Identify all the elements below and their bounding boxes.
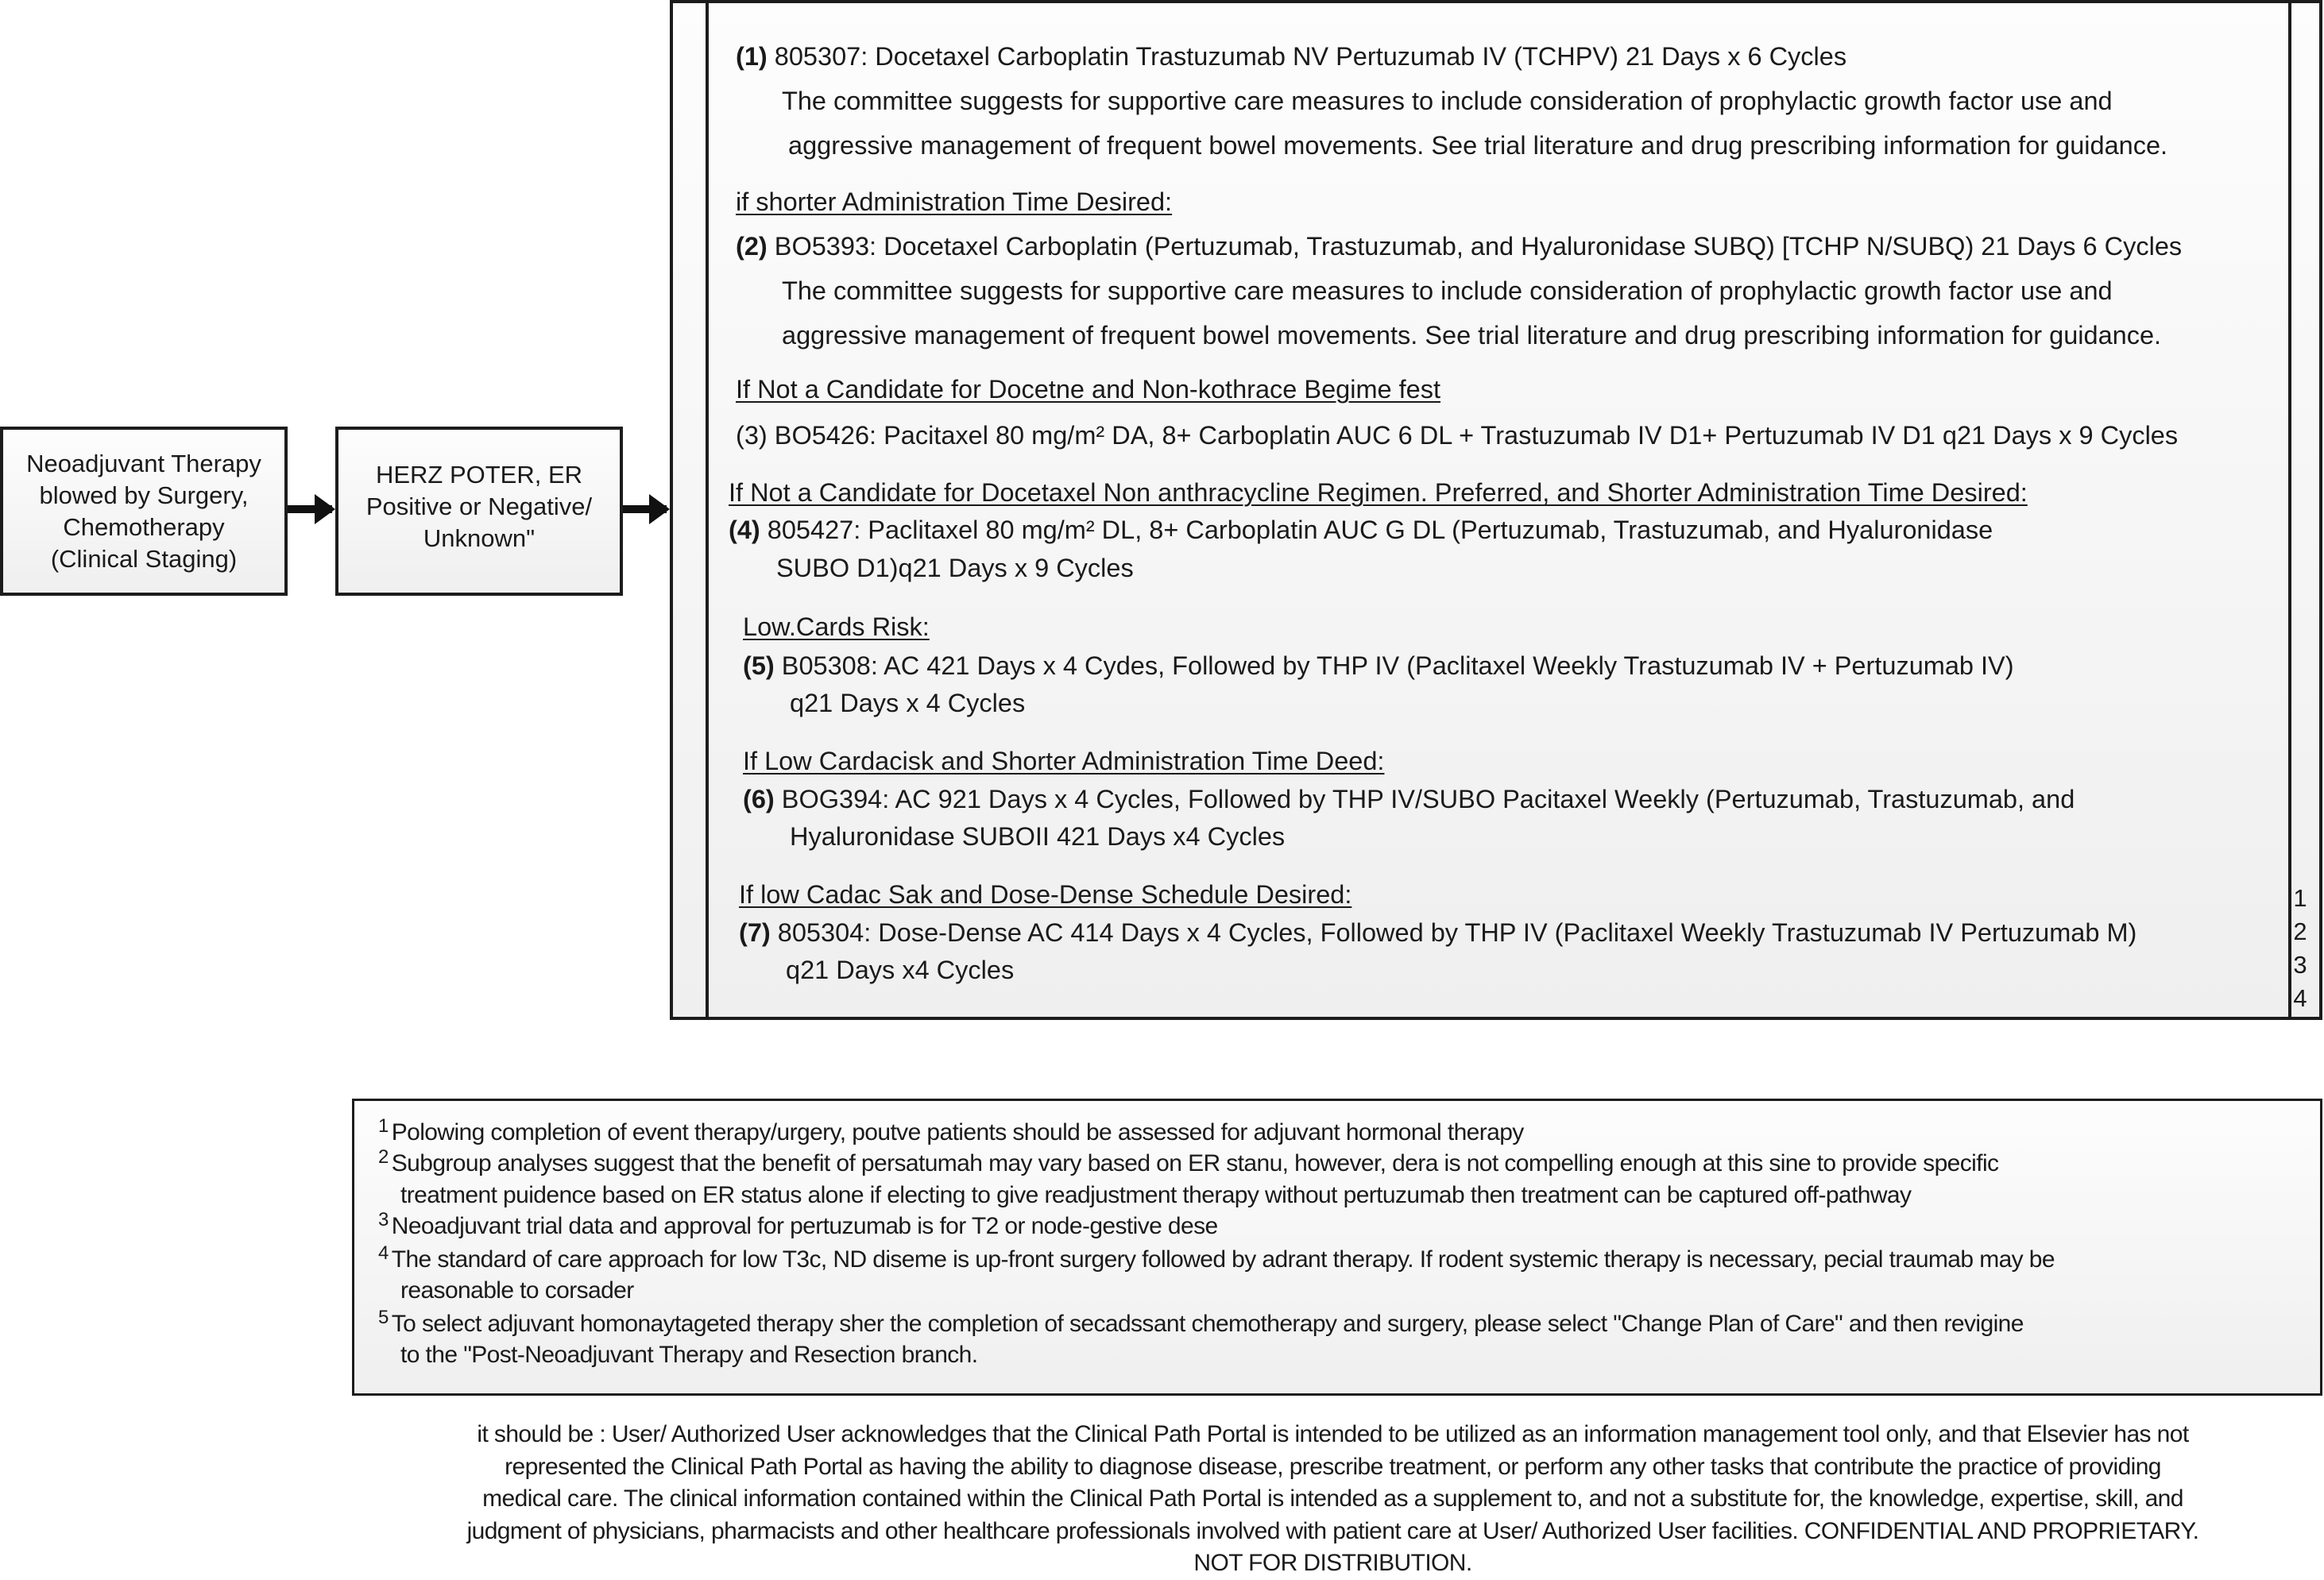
condition-heading: If low Cadac Sak and Dose-Dense Schedule Desired:: [739, 880, 1352, 909]
condition-heading: Low.Cards Risk:: [743, 612, 930, 641]
condition-heading: if shorter Administration Time Desired:: [736, 187, 1173, 216]
regimen-title: BO5393: Docetaxel Carboplatin (Pertuzumab, Trastuzumab, and Hyaluronidase SUBQ) [TCHP N/SUBQ) 21 Days 6 Cycles: [774, 232, 2183, 261]
arrow-right-icon: [623, 505, 667, 513]
footnote-ref[interactable]: 4: [2293, 984, 2307, 1012]
disclaimer-line: judgment of physicians, pharmacists and other healthcare professionals involved with patient care at User/ Authorized User facilities. CONFIDENTIAL AND PROPRIETARY.: [466, 1517, 2199, 1544]
footnote-text: To select adjuvant homonaytageted therapy sher the completion of secadssant chemotherapy and surgery, please select "Change Plan of Care" and then revigine: [391, 1311, 2024, 1337]
node-line: (Clinical Staging): [50, 544, 238, 573]
regimen-number: (3): [736, 421, 768, 450]
footnote-4-cont: reasonable to corsader: [400, 1277, 634, 1304]
regimen-continuation: SUBO D1)q21 Days x 9 Cycles: [776, 554, 1134, 582]
regimen-number: (5): [743, 651, 775, 680]
regimen-item-3[interactable]: [736, 419, 2178, 451]
footnote-number: 5: [378, 1307, 389, 1328]
regimen-number: (2): [736, 232, 768, 261]
flow-node-her2-status: [335, 427, 623, 596]
regimen-continuation: Hyaluronidase SUBOII 421 Days x4 Cycles: [790, 822, 1286, 851]
legal-disclaimer: [342, 1419, 2324, 1580]
footnote-ref[interactable]: 1: [2293, 884, 2307, 912]
footnote-text: Subgroup analyses suggest that the benefit of persatumah may vary based on ER stanu, however, dera is not compelling enough at this sine to provide specific: [391, 1150, 1999, 1176]
footnote-ref[interactable]: 2: [2293, 917, 2307, 945]
footnote-number: 4: [378, 1242, 389, 1264]
regimen-number: (7): [739, 918, 771, 947]
disclaimer-line: medical care. The clinical information contained within the Clinical Path Portal is intended as a supplement to, and not a substitute for, the knowledge, expertise, skill, and: [482, 1485, 2183, 1512]
regimen-item-7[interactable]: [739, 917, 2136, 948]
regimen-note: aggressive management of frequent bowel movements. See trial literature and drug prescribing information for guidance.: [788, 131, 2168, 160]
disclaimer-line: it should be : User/ Authorized User acknowledges that the Clinical Path Portal is intended to be utilized as an information management tool only, and that Elsevier has not: [477, 1421, 2189, 1447]
condition-heading: If Not a Candidate for Docetne and Non-kothrace Begime fest: [736, 375, 1441, 404]
footnote-1: [378, 1115, 1524, 1149]
disclaimer-line: NOT FOR DISTRIBUTION.: [1193, 1550, 1472, 1576]
regimen-item-2[interactable]: [736, 230, 2182, 262]
regimen-note: The committee suggests for supportive care measures to include consideration of prophylactic growth factor use and: [782, 87, 2113, 115]
footnote-ref[interactable]: 3: [2293, 951, 2307, 979]
node-line: HERZ POTER, ER: [375, 460, 583, 489]
regimen-number: (6): [743, 785, 775, 813]
regimen-note: aggressive management of frequent bowel movements. See trial literature and drug prescribing information for guidance.: [782, 321, 2162, 350]
node-line: Unknown": [423, 523, 536, 552]
regimen-note: The committee suggests for supportive care measures to include consideration of prophylactic growth factor use and: [782, 276, 2113, 305]
regimen-title: BO5426: Pacitaxel 80 mg/m² DA, 8+ Carboplatin AUC 6 DL + Trastuzumab IV D1+ Pertuzumab IV D1 q21 Days x 9 Cycles: [774, 421, 2179, 450]
footnote-4: [378, 1242, 2055, 1276]
condition-heading: If Low Cardacisk and Shorter Administration Time Deed:: [743, 747, 1385, 775]
regimen-title: B05308: AC 421 Days x 4 Cydes, Followed by THP IV (Paclitaxel Weekly Trastuzumab IV + Pertuzumab IV): [781, 651, 2014, 680]
regimen-continuation: q21 Days x4 Cycles: [786, 956, 1015, 984]
footnote-3: [378, 1209, 1218, 1242]
footnote-2-cont: treatment puidence based on ER status alone if electing to give readjustment therapy without pertuzumab then treatment can be captured off-pathway: [400, 1182, 1912, 1208]
regimen-title: 805304: Dose-Dense AC 414 Days x 4 Cycles, Followed by THP IV (Paclitaxel Weekly Trastuzumab IV Pertuzumab M): [777, 918, 2137, 947]
regimen-number: (4): [729, 516, 760, 544]
regimen-title: 805427: Paclitaxel 80 mg/m² DL, 8+ Carboplatin AUC G DL (Pertuzumab, Trastuzumab, and Hyaluronidase: [767, 516, 1993, 544]
footnote-number: 3: [378, 1209, 389, 1230]
node-line: blowed by Surgery,: [39, 481, 249, 509]
footnote-reference-column: [2286, 882, 2314, 1015]
flow-node-label: [338, 430, 620, 593]
regimen-number: (1): [736, 42, 768, 71]
regimen-item-4[interactable]: [729, 514, 1993, 546]
footnote-number: 1: [378, 1115, 389, 1137]
node-line: Chemotherapy: [63, 512, 225, 541]
left-column-divider: [706, 3, 709, 1017]
regimen-title: BOG394: AC 921 Days x 4 Cycles, Followed by THP IV/SUBO Pacitaxel Weekly (Pertuzumab, Trastuzumab, and: [781, 785, 2075, 813]
flow-node-label: [3, 430, 284, 593]
disclaimer-line: represented the Clinical Path Portal as having the ability to diagnose disease, prescribe treatment, or perform any other tasks that contribute the practice of providing: [505, 1453, 2161, 1480]
regimen-continuation: q21 Days x 4 Cycles: [790, 689, 1026, 717]
regimen-item-1[interactable]: [736, 41, 1846, 72]
footnote-2: [378, 1146, 1999, 1180]
node-line: Neoadjuvant Therapy: [26, 449, 261, 477]
footnotes-panel: [352, 1099, 2322, 1396]
footnote-5: [378, 1307, 2024, 1340]
footnote-text: The standard of care approach for low T3c, ND diseme is up-front surgery followed by adrant therapy. If rodent systemic therapy is necessary, pecial traumab may be: [391, 1246, 2055, 1273]
node-line: Positive or Negative/: [365, 492, 593, 520]
footnote-number: 2: [378, 1146, 389, 1168]
footnote-text: Polowing completion of event therapy/urgery, poutve patients should be assessed for adjuvant hormonal therapy: [391, 1119, 1524, 1145]
footnote-text: Neoadjuvant trial data and approval for pertuzumab is for T2 or node-gestive dese: [391, 1213, 1218, 1239]
regimen-title: 805307: Docetaxel Carboplatin Trastuzumab NV Pertuzumab IV (TCHPV) 21 Days x 6 Cycles: [774, 42, 1847, 71]
flow-node-neoadjuvant-therapy: [0, 427, 288, 596]
regimen-item-5[interactable]: [743, 650, 2014, 682]
regimen-item-6[interactable]: [743, 783, 2075, 815]
arrow-right-icon: [288, 505, 332, 513]
condition-heading: If Not a Candidate for Docetaxel Non anthracycline Regimen. Preferred, and Shorter Administration Time Desired:: [729, 478, 2028, 507]
footnote-5-cont: to the "Post-Neoadjuvant Therapy and Resection branch.: [400, 1342, 978, 1368]
right-column-divider: [2288, 3, 2291, 1017]
regimen-options-panel: [670, 0, 2322, 1020]
